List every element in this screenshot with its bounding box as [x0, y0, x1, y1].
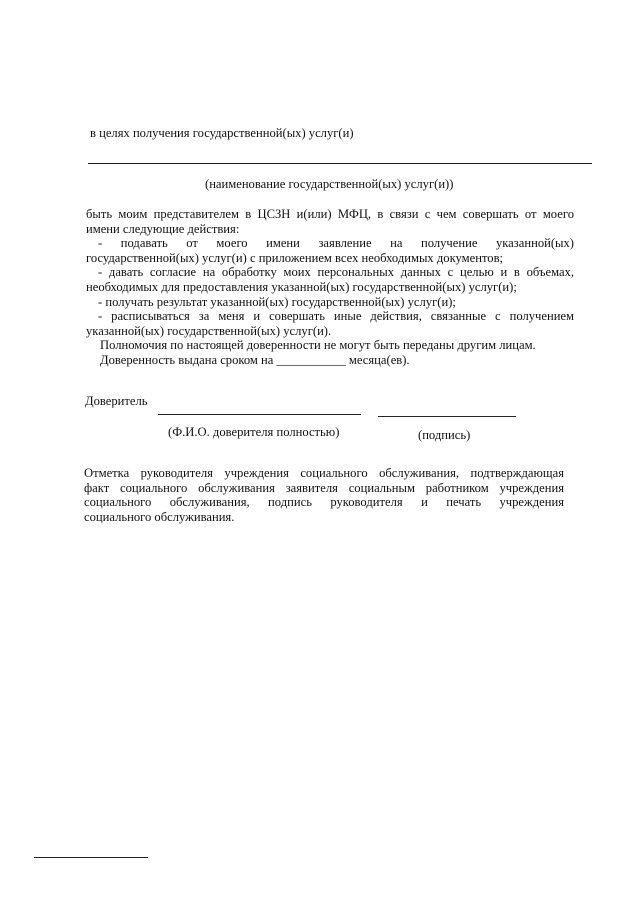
action-item-1-line-1: - подавать от моего имени заявление на получение указанной(ых)	[98, 236, 574, 251]
note-line-2: факт социального обслуживания заявителя социальным работником учреждения	[84, 480, 564, 495]
service-name-blank	[88, 163, 592, 164]
term-statement: Доверенность выдана сроком на ___________ месяца(ев).	[100, 352, 410, 367]
action-item-3: - получать результат указанной(ых) государственной(ых) услуг(и);	[98, 294, 456, 309]
authority-paragraph	[86, 207, 574, 368]
principal-signature-blank	[378, 416, 516, 417]
principal-name-blank	[158, 414, 361, 415]
principal-label: Доверитель	[85, 394, 148, 408]
principal-signature-caption: (подпись)	[418, 428, 471, 442]
service-caption: (наименование государственной(ых) услуг(и))	[205, 177, 454, 191]
note-line-4: социального обслуживания.	[84, 509, 235, 524]
note-line-1: Отметка руководителя учреждения социального обслуживания, подтверждающая	[84, 466, 564, 480]
action-item-2-line-2: необходимых для предоставления указанной(ых) государственной(ых) услуг(и);	[86, 279, 517, 294]
intro-line-1: быть моим представителем в ЦСЗН и(или) МФЦ, в связи с чем совершать от моего	[86, 207, 574, 221]
action-item-4-line-2: указанной(ых) государственной(ых) услуг(и).	[86, 323, 332, 338]
footnote-separator	[34, 857, 148, 858]
purpose-line: в целях получения государственной(ых) услуг(и)	[90, 126, 354, 140]
intro-line-2: имени следующие действия:	[86, 221, 240, 236]
action-item-4-line-1: - расписываться за меня и совершать иные действия, связанные с получением	[98, 309, 574, 324]
manager-note	[84, 466, 564, 524]
action-item-1-line-2: государственной(ых) услуг(и) с приложением всех необходимых документов;	[86, 250, 504, 265]
action-item-2-line-1: - давать согласие на обработку моих персональных данных с целью и в объемах,	[98, 265, 574, 280]
note-line-3: социального обслуживания, подпись руководителя и печать учреждения	[84, 495, 564, 510]
powers-statement: Полномочия по настоящей доверенности не могут быть переданы другим лицам.	[100, 338, 536, 353]
principal-name-caption: (Ф.И.О. доверителя полностью)	[168, 425, 340, 439]
